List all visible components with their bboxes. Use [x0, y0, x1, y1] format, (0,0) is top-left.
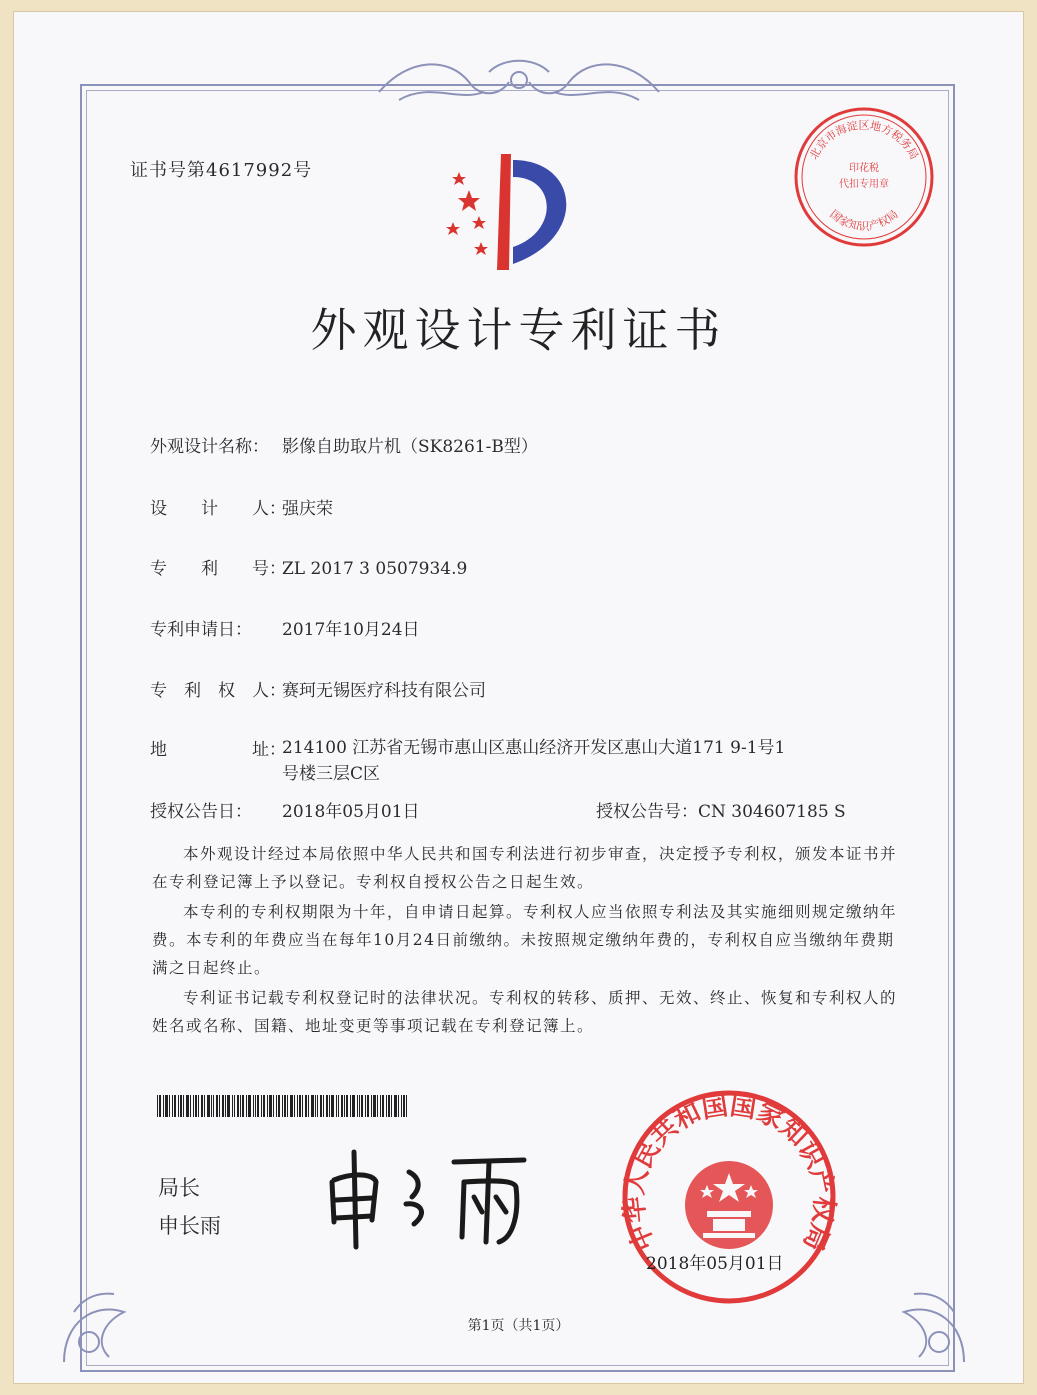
barcode-bar: [403, 1095, 405, 1117]
top-ornament: [369, 52, 669, 112]
barcode-bar: [367, 1095, 369, 1117]
director-signature: [314, 1142, 539, 1252]
barcode-bar: [323, 1095, 324, 1117]
barcode-bar: [204, 1095, 205, 1117]
address-field: [150, 735, 802, 787]
barcode-bar: [338, 1095, 339, 1117]
official-seal: [619, 1087, 839, 1307]
barcode-bar: [193, 1095, 194, 1117]
barcode-bar: [178, 1095, 179, 1117]
patentee-field: [150, 676, 486, 701]
barcode-bar: [346, 1095, 348, 1117]
barcode-bar: [320, 1095, 322, 1117]
barcode-bar: [213, 1095, 214, 1117]
barcode-bar: [341, 1095, 343, 1117]
barcode-bar: [263, 1095, 265, 1117]
barcode-bar: [317, 1095, 318, 1117]
barcode-bar: [294, 1095, 295, 1117]
barcode-bar: [377, 1095, 378, 1117]
barcode-bar: [382, 1095, 384, 1117]
barcode-bar: [242, 1095, 244, 1117]
page-title: 外观设计专利证书: [310, 303, 727, 357]
barcode-bar: [276, 1095, 277, 1117]
barcode-bar: [336, 1095, 337, 1117]
barcode-bar: [406, 1095, 407, 1117]
barcode-bar: [255, 1095, 256, 1117]
grant-number-value: CN 304607185 S: [698, 802, 846, 822]
barcode-bar: [198, 1095, 199, 1117]
barcode-bar: [311, 1095, 314, 1117]
address-value: 214100 江苏省无锡市惠山区惠山经济开发区惠山大道171 9-1号1号楼三层C区: [282, 738, 786, 784]
certificate-number: 证书号第4617992号: [130, 160, 313, 181]
barcode-bar: [305, 1095, 307, 1117]
patent-office-logo: [439, 152, 594, 272]
address-label: 地 址：: [150, 740, 286, 760]
barcode-bar: [237, 1095, 239, 1117]
barcode-bar: [157, 1095, 158, 1117]
paragraph-2: 本专利的专利权期限为十年，自申请日起算。专利权人应当依照专利法及其实施细则规定缴纳年费。本专利的年费应当在每年10月24日前缴纳。未按照规定缴纳年费的，专利权自应当缴纳年费期满之日起终止。: [152, 903, 898, 977]
barcode-bar: [257, 1095, 259, 1117]
designer-label: 设 计 人：: [150, 499, 286, 519]
barcode-bar: [232, 1095, 233, 1117]
filing-date-label: 专利申请日：: [150, 620, 252, 640]
barcode-bar: [180, 1095, 182, 1117]
grant-number-field: [596, 797, 846, 822]
barcode-bar: [391, 1095, 392, 1117]
barcode-bar: [401, 1095, 402, 1117]
patent-number-label: 专 利 号：: [150, 559, 286, 579]
barcode-bar: [394, 1095, 397, 1117]
design-name-label: 外观设计名称：: [150, 437, 269, 457]
barcode-bar: [359, 1095, 360, 1117]
filing-date-value: 2017年10月24日: [282, 620, 420, 640]
design-name-value: 影像自助取片机（SK8261-B型）: [282, 437, 538, 457]
barcode-bar: [246, 1095, 247, 1117]
barcode-bar: [352, 1095, 355, 1117]
barcode-bar: [388, 1095, 390, 1117]
barcode-bar: [195, 1095, 197, 1117]
barcode-bar: [326, 1095, 328, 1117]
barcode-bar: [169, 1095, 170, 1117]
grant-number-label: 授权公告号：: [596, 802, 698, 822]
designer-field: [150, 494, 333, 519]
official-seal-text: 中华人民共和国国家知识产权局: [619, 1091, 839, 1256]
barcode-bar: [207, 1095, 210, 1117]
svg-text:印花税: 印花税: [849, 163, 879, 174]
barcode-bar: [315, 1095, 316, 1117]
svg-text:国家知识产权局: [827, 208, 900, 233]
barcode-bar: [234, 1095, 235, 1117]
barcode-bar: [398, 1095, 399, 1117]
barcode-bar: [253, 1095, 254, 1117]
grant-date-label: 授权公告日：: [150, 802, 252, 822]
director-title: 局长: [158, 1176, 200, 1200]
barcode-bar: [211, 1095, 212, 1117]
design-name-field: [150, 432, 538, 457]
patentee-label: 专 利 权 人：: [150, 681, 286, 701]
barcode-bar: [165, 1095, 168, 1117]
barcode: [157, 1095, 409, 1117]
patent-number-field: [150, 554, 467, 579]
barcode-bar: [273, 1095, 274, 1117]
barcode-bar: [365, 1095, 366, 1117]
paragraph-1: 本外观设计经过本局依照中华人民共和国专利法进行初步审查，决定授予专利权，颁发本证书并在专利登记簿上予以登记。专利权自授权公告之日起生效。: [152, 845, 898, 891]
paragraph-3: 专利证书记载专利权登记时的法律状况。专利权的转移、质押、无效、终止、恢复和专利权人的姓名或名称、国籍、地址变更等事项记载在专利登记簿上。: [152, 989, 898, 1035]
barcode-bar: [186, 1095, 189, 1117]
barcode-bar: [287, 1095, 288, 1117]
barcode-bar: [350, 1095, 351, 1117]
page-footer: 第1页（共1页）: [467, 1318, 570, 1334]
tax-seal: [792, 105, 937, 250]
tax-seal-bottom-text: 国家知识产权局: [827, 207, 901, 233]
svg-text:北京市海淀区地方税务局: [807, 118, 921, 162]
barcode-bar: [361, 1095, 363, 1117]
barcode-bar: [284, 1095, 286, 1117]
barcode-bar: [240, 1095, 241, 1117]
tax-seal-ring-text: 北京市海淀区地方税务局: [807, 118, 921, 162]
grant-date-value: 2018年05月01日: [282, 802, 420, 822]
barcode-bar: [227, 1095, 230, 1117]
barcode-bar: [331, 1095, 334, 1117]
barcode-bar: [201, 1095, 203, 1117]
barcode-bar: [299, 1095, 301, 1117]
director-name: 申长雨: [158, 1214, 221, 1238]
barcode-bar: [344, 1095, 345, 1117]
barcode-bar: [380, 1095, 381, 1117]
barcode-bar: [172, 1095, 173, 1117]
designer-value: 强庆荣: [282, 499, 333, 519]
barcode-bar: [386, 1095, 387, 1117]
grant-date-field: [150, 797, 420, 822]
barcode-bar: [163, 1095, 164, 1117]
barcode-bar: [248, 1095, 251, 1117]
issue-date: 2018年05月01日: [646, 1254, 784, 1274]
barcode-bar: [190, 1095, 191, 1117]
barcode-bar: [216, 1095, 218, 1117]
barcode-bar: [371, 1095, 372, 1117]
barcode-bar: [174, 1095, 176, 1117]
barcode-bar: [219, 1095, 220, 1117]
barcode-bar: [302, 1095, 303, 1117]
barcode-bar: [222, 1095, 224, 1117]
barcode-bar: [269, 1095, 272, 1117]
barcode-bar: [225, 1095, 226, 1117]
barcode-bar: [357, 1095, 358, 1117]
barcode-bar: [290, 1095, 293, 1117]
svg-text:代扣专用章: 代扣专用章: [839, 179, 889, 190]
barcode-bar: [329, 1095, 330, 1117]
patent-number-value: ZL 2017 3 0507934.9: [282, 559, 468, 579]
certificate-page: [14, 12, 1023, 1383]
barcode-bar: [282, 1095, 283, 1117]
barcode-bar: [267, 1095, 268, 1117]
barcode-bar: [261, 1095, 262, 1117]
patentee-value: 赛珂无锡医疗科技有限公司: [282, 681, 486, 701]
barcode-bar: [159, 1095, 161, 1117]
filing-date-field: [150, 615, 420, 640]
barcode-bar: [373, 1095, 376, 1117]
barcode-bar: [278, 1095, 280, 1117]
barcode-bar: [183, 1095, 184, 1117]
barcode-bar: [308, 1095, 309, 1117]
barcode-bar: [297, 1095, 298, 1117]
